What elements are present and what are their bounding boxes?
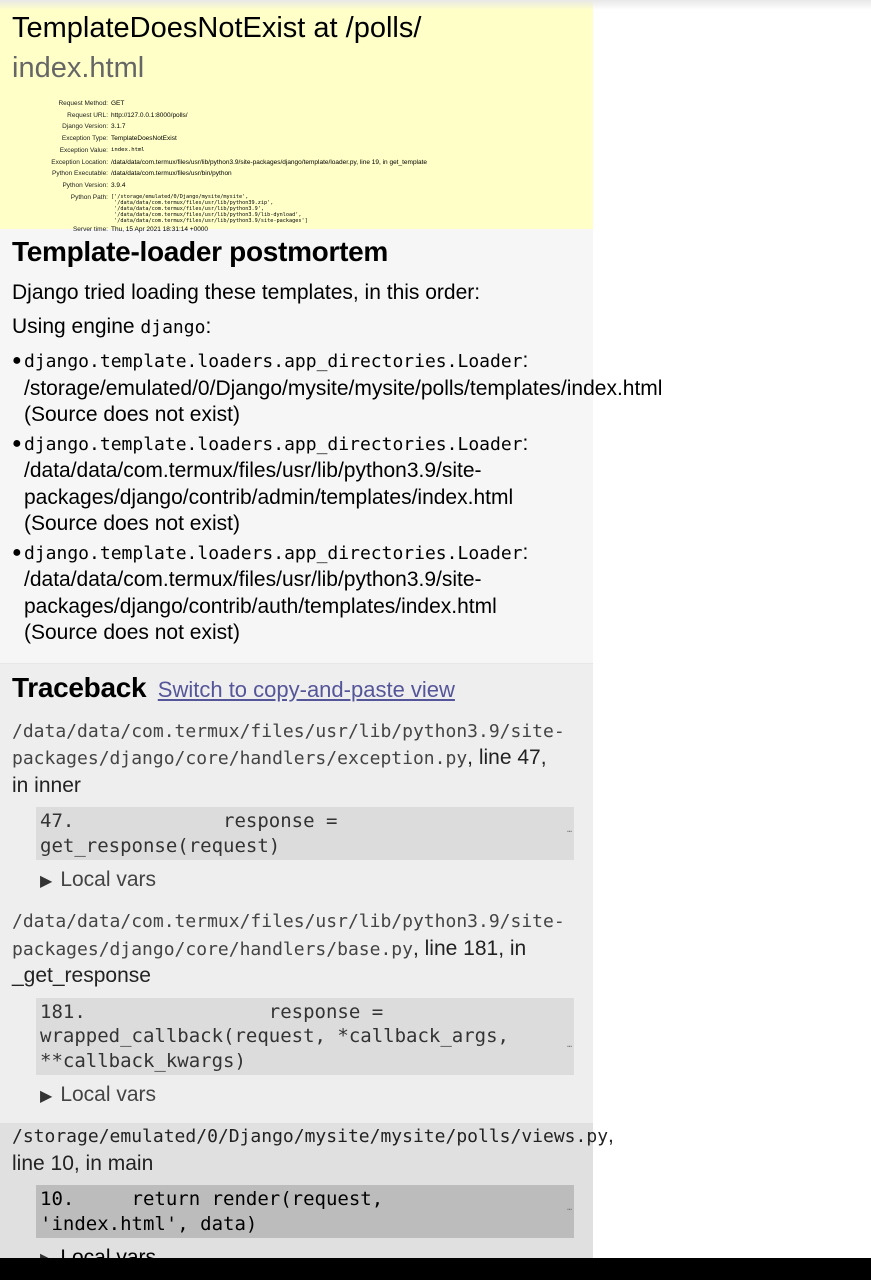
traceback-frame	[12, 908, 581, 1111]
bullet-icon: ●	[12, 352, 22, 369]
frame-file-cont: packages/django/core/handlers/exception.py	[12, 748, 468, 769]
meta-label: Request Method:	[58, 100, 108, 107]
local-vars-toggle[interactable]	[40, 866, 581, 896]
expand-marker: …	[567, 1039, 572, 1049]
top-shadow	[0, 0, 871, 10]
template-attempt: ● django.template.loaders.app_directories.Loader: /data/data/com.termux/files/usr/lib/python3.9/site- packages/django/contrib/auth/templates/index.html (Source does not exist)	[12, 540, 529, 644]
traceback-section	[0, 664, 614, 1263]
title-template: index.html	[12, 52, 145, 84]
code-line: 47. response = get_response(request)	[40, 810, 338, 857]
loader-name: django.template.loaders.app_directories.Loader	[24, 433, 523, 455]
meta-row	[12, 168, 427, 180]
meta-row	[12, 110, 427, 122]
frame-file: /data/data/com.termux/files/usr/lib/python3.9/site-	[12, 911, 565, 932]
meta-value: Thu, 15 Apr 2021 18:31:14 +0000	[111, 226, 209, 234]
frame-location	[12, 908, 581, 990]
expand-marker: …	[567, 824, 572, 834]
triangle-right-icon: ▶	[40, 1088, 53, 1105]
template-attempt: ● django.template.loaders.app_directories.Loader: /data/data/com.termux/files/usr/lib/python3.9/site- packages/django/contrib/admin/templates/index.html (Source does not exist)	[12, 431, 529, 535]
engine-line	[12, 313, 581, 342]
meta-label: Python Path:	[70, 193, 108, 201]
meta-label: Request URL:	[67, 111, 108, 119]
meta-label: Server time:	[72, 226, 108, 234]
meta-label: Python Executable:	[51, 170, 108, 178]
frame-file: /storage/emulated/0/Django/mysite/mysite/polls/views.py	[12, 1126, 609, 1147]
meta-value: /data/data/com.termux/files/usr/bin/python	[111, 170, 232, 178]
expand-marker: …	[567, 1202, 572, 1212]
local-vars-label: Local vars	[60, 868, 157, 891]
meta-row	[12, 121, 427, 133]
template-path-cont: packages/django/contrib/auth/templates/index.html	[24, 594, 497, 618]
meta-label: Django Version:	[62, 123, 108, 131]
switch-view-link[interactable]: Switch to copy-and-paste view	[157, 676, 455, 702]
engine-suffix: :	[205, 315, 212, 338]
frame-file: /data/data/com.termux/files/usr/lib/python3.9/site-	[12, 720, 565, 742]
meta-value: index.html	[111, 146, 145, 153]
page-title	[12, 8, 581, 88]
template-status: (Source does not exist)	[24, 621, 240, 644]
frame-line: , line 47,	[467, 746, 547, 769]
meta-row	[12, 157, 427, 169]
postmortem-intro: Django tried loading these templates, in this order:	[12, 281, 481, 304]
traceback-heading	[12, 670, 581, 708]
bullet-icon: ●	[12, 434, 22, 452]
meta-value: TemplateDoesNotExist	[111, 135, 177, 143]
code-context[interactable]	[36, 1185, 574, 1238]
local-vars-label: Local vars	[60, 1083, 157, 1106]
template-status: (Source does not exist)	[24, 512, 240, 535]
engine-prefix: Using engine	[12, 315, 141, 338]
frame-function: line 10, in main	[12, 1151, 154, 1175]
meta-label: Exception Location:	[51, 158, 108, 166]
code-context[interactable]	[36, 998, 574, 1076]
triangle-right-icon: ▶	[40, 873, 53, 890]
frame-file-cont: packages/django/core/handlers/base.py	[12, 938, 413, 960]
code-line: 10. return render(request, 'index.html', data)	[40, 1188, 384, 1235]
postmortem-heading: Template-loader postmortem	[12, 236, 388, 267]
template-path: /data/data/com.termux/files/usr/lib/python3.9/site-	[24, 568, 482, 591]
python-path-value: ['/storage/emulated/0/Django/mysite/mysite', '/data/data/com.termux/files/usr/lib/python39.zip', '/data/data/com.termux/files/usr/lib/python3.9', '/data/data/com.termux/files/usr/lib/python3.9/lib-dynload', '/data/data/com.termux/files/usr/lib/python3.9/site-packages']	[111, 193, 308, 224]
meta-label: Exception Value:	[59, 146, 108, 154]
template-attempt: ● django.template.loaders.app_directories.Loader: /storage/emulated/0/Django/mysite/mysite/polls/templates/index.html (Source does not exist)	[12, 349, 663, 426]
meta-value: GET	[111, 100, 125, 107]
system-navigation-bar	[0, 1258, 871, 1280]
traceback-frame	[12, 718, 581, 897]
title-main: TemplateDoesNotExist at /polls/	[12, 12, 422, 44]
bullet-icon: ●	[12, 543, 22, 561]
meta-row	[12, 145, 427, 157]
template-attempt-list	[12, 348, 663, 647]
template-path: /storage/emulated/0/Django/mysite/mysite/polls/templates/index.html	[24, 376, 663, 400]
code-line: 181. response = wrapped_callback(request, *callback_args, **callback_kwargs)	[40, 1000, 509, 1072]
traceback-frame-user	[0, 1123, 614, 1278]
meta-value: /data/data/com.termux/files/usr/lib/python3.9/site-packages/django/template/loader.py, line 19, in get_template	[111, 158, 428, 166]
request-meta-table	[12, 98, 427, 236]
frame-function: _get_response	[12, 964, 151, 987]
template-status: (Source does not exist)	[24, 403, 240, 426]
meta-row	[12, 133, 427, 145]
local-vars-toggle[interactable]	[40, 1081, 581, 1111]
meta-value: http://127.0.0.1:8000/polls/	[111, 111, 188, 119]
engine-name: django	[140, 317, 206, 338]
frame-line: ,	[608, 1124, 614, 1147]
meta-value	[111, 192, 427, 224]
frame-location	[12, 718, 581, 800]
meta-label: Python Version:	[62, 181, 108, 189]
loader-name: django.template.loaders.app_directories.Loader	[24, 351, 523, 372]
frame-location	[12, 1123, 614, 1177]
meta-row	[12, 180, 427, 192]
template-path: /data/data/com.termux/files/usr/lib/python3.9/site-	[24, 459, 482, 482]
template-loader-postmortem	[0, 229, 663, 664]
meta-label: Exception Type:	[61, 135, 108, 143]
error-summary	[0, 0, 593, 234]
meta-row	[12, 192, 427, 224]
traceback-title: Traceback	[12, 671, 147, 703]
meta-value: 3.9.4	[111, 181, 126, 189]
loader-name: django.template.loaders.app_directories.Loader	[24, 542, 523, 564]
code-context[interactable]	[36, 807, 574, 860]
meta-value: 3.1.7	[111, 123, 126, 131]
frame-line: , line 181, in	[412, 936, 527, 960]
meta-row	[12, 98, 427, 110]
template-path-cont: packages/django/contrib/admin/templates/index.html	[24, 485, 514, 509]
frame-function: in inner	[12, 773, 81, 797]
